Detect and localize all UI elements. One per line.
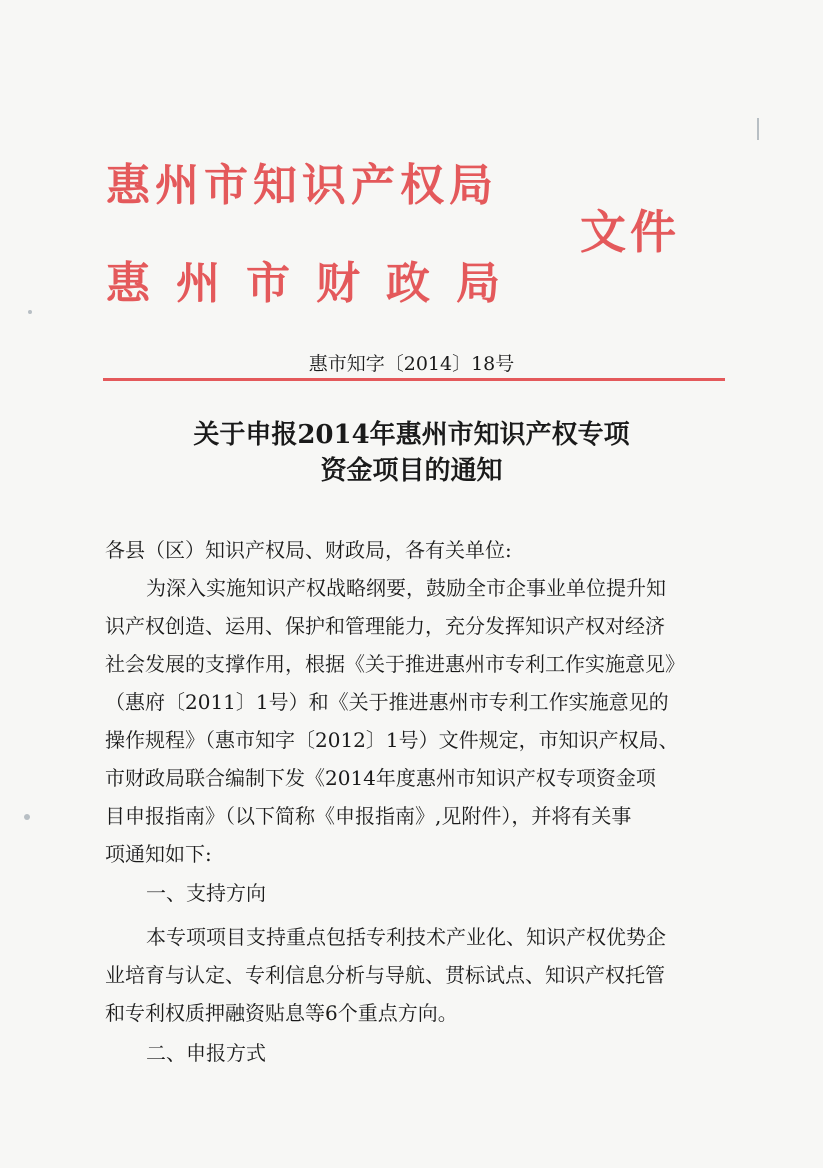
paragraph-line: 项通知如下:	[105, 842, 212, 866]
notice-title-line-1: 关于申报2014年惠州市知识产权专项	[193, 420, 630, 450]
scan-mark	[24, 814, 30, 820]
scan-mark	[757, 118, 759, 140]
letterhead-issuer-ip-office: 惠州市知识产权局	[106, 160, 498, 211]
paragraph-line: （惠府〔2011〕1号）和《关于推进惠州市专利工作实施意见的	[105, 690, 669, 714]
paragraph-line: 本专项项目支持重点包括专利技术产业化、知识产权优势企	[146, 925, 666, 949]
paragraph-line: 为深入实施知识产权战略纲要，鼓励全市企事业单位提升知	[146, 576, 666, 600]
paragraph-line: 和专利权质押融资贴息等6个重点方向。	[105, 1001, 458, 1025]
section-heading-application-method: 二、申报方式	[146, 1041, 266, 1065]
letterhead-document-word: 文件	[580, 205, 680, 259]
document-number: 惠市知字〔2014〕18号	[308, 353, 515, 375]
letterhead-red-divider	[103, 378, 725, 381]
paragraph-line: 识产权创造、运用、保护和管理能力，充分发挥知识产权对经济	[105, 614, 665, 638]
scan-mark	[28, 310, 32, 314]
paragraph-line: 社会发展的支撑作用，根据《关于推进惠州市专利工作实施意见》	[105, 652, 685, 676]
paragraph-line: 目申报指南》（以下简称《申报指南》,见附件），并将有关事	[105, 804, 632, 828]
section-heading-support-direction: 一、支持方向	[146, 881, 266, 905]
paragraph-line: 市财政局联合编制下发《2014年度惠州市知识产权专项资金项	[105, 766, 656, 790]
salutation: 各县（区）知识产权局、财政局，各有关单位:	[105, 538, 512, 562]
paragraph-line: 业培育与认定、专利信息分析与导航、贯标试点、知识产权托管	[105, 963, 665, 987]
paragraph-line: 操作规程》（惠市知字〔2012〕1号）文件规定，市知识产权局、	[105, 728, 679, 752]
letterhead-issuer-finance-bureau: 惠州市财政局	[106, 258, 526, 309]
notice-title-line-2: 资金项目的通知	[320, 456, 503, 486]
